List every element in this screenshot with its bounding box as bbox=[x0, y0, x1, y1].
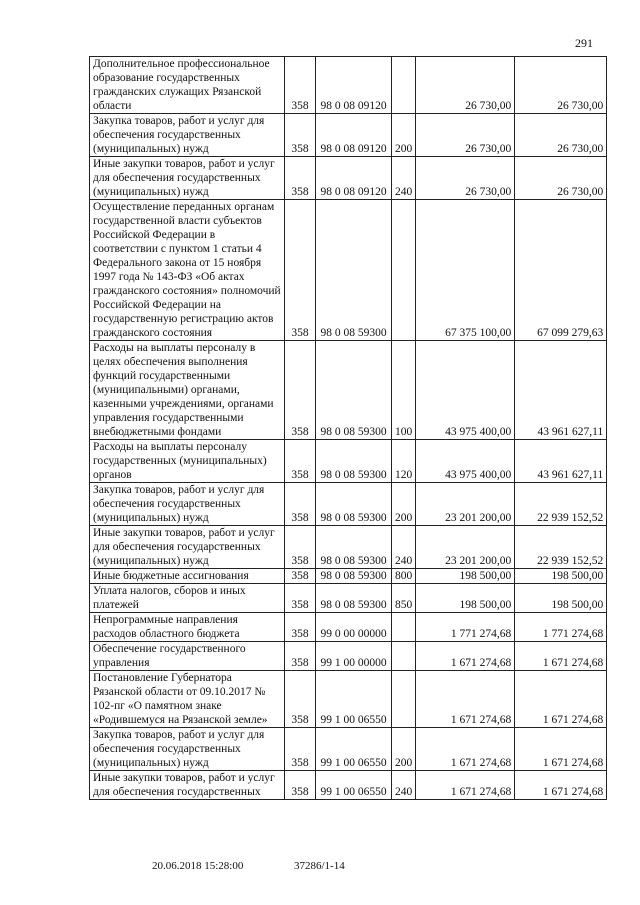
table-row bbox=[90, 114, 607, 157]
row-name: Обеспечение государственного управления bbox=[90, 642, 285, 671]
row-name: Закупка товаров, работ и услуг для обеспечения государственных (муниципальных) нужд bbox=[90, 114, 285, 157]
row-csr: 98 0 08 09120 bbox=[316, 57, 392, 114]
row-name: Расходы на выплаты персоналу государственных (муниципальных) органов bbox=[90, 440, 285, 483]
row-vr: 100 bbox=[392, 341, 416, 440]
row-csr: 99 1 00 06550 bbox=[316, 671, 392, 728]
footer-datetime: 20.06.2018 15:28:00 bbox=[152, 860, 244, 872]
row-vr: 240 bbox=[392, 157, 416, 200]
table-row bbox=[90, 57, 607, 114]
table-row bbox=[90, 341, 607, 440]
row-name: Уплата налогов, сборов и иных платежей bbox=[90, 584, 285, 613]
table-row bbox=[90, 584, 607, 613]
row-name: Иные закупки товаров, работ и услуг для обеспечения государственных (муниципальных) нужд bbox=[90, 526, 285, 569]
row-vr bbox=[392, 642, 416, 671]
row-sum-planned: 1 671 274,68 bbox=[416, 642, 515, 671]
row-csr: 98 0 08 59300 bbox=[316, 569, 392, 584]
row-csr: 98 0 08 09120 bbox=[316, 157, 392, 200]
row-sum-planned: 43 975 400,00 bbox=[416, 440, 515, 483]
row-name: Закупка товаров, работ и услуг для обеспечения государственных (муниципальных) нужд bbox=[90, 483, 285, 526]
row-sum-executed: 22 939 152,52 bbox=[515, 526, 607, 569]
row-csr: 98 0 08 59300 bbox=[316, 526, 392, 569]
row-sum-executed: 198 500,00 bbox=[515, 584, 607, 613]
row-ved: 358 bbox=[285, 440, 316, 483]
row-vr bbox=[392, 671, 416, 728]
row-sum-executed: 67 099 279,63 bbox=[515, 200, 607, 341]
row-csr: 99 1 00 06550 bbox=[316, 771, 392, 800]
row-csr: 98 0 08 59300 bbox=[316, 483, 392, 526]
table-row bbox=[90, 526, 607, 569]
row-sum-planned: 198 500,00 bbox=[416, 569, 515, 584]
row-vr: 240 bbox=[392, 526, 416, 569]
row-ved: 358 bbox=[285, 642, 316, 671]
row-vr: 200 bbox=[392, 483, 416, 526]
table-row bbox=[90, 440, 607, 483]
row-sum-executed: 1 671 274,68 bbox=[515, 642, 607, 671]
table-row bbox=[90, 671, 607, 728]
row-name: Иные закупки товаров, работ и услуг для обеспечения государственных (муниципальных) нужд bbox=[90, 157, 285, 200]
table-row bbox=[90, 569, 607, 584]
table-row bbox=[90, 642, 607, 671]
row-sum-executed: 1 671 274,68 bbox=[515, 728, 607, 771]
page-number: 291 bbox=[575, 36, 593, 50]
row-sum-executed: 1 671 274,68 bbox=[515, 671, 607, 728]
row-ved: 358 bbox=[285, 613, 316, 642]
row-ved: 358 bbox=[285, 526, 316, 569]
row-sum-executed: 1 771 274,68 bbox=[515, 613, 607, 642]
row-name: Иные бюджетные ассигнования bbox=[90, 569, 285, 584]
row-ved: 358 bbox=[285, 114, 316, 157]
row-name: Осуществление переданных органам государственной власти субъектов Российской Федерации в соответствии с пунктом 1 статьи 4 Федерального закона от 15 ноября 1997 года № 143-ФЗ «Об актах гражданского состояния» полномочий Российской Федерации на государственную регистрацию актов гражданского состояния bbox=[90, 200, 285, 341]
row-sum-executed: 26 730,00 bbox=[515, 157, 607, 200]
row-ved: 358 bbox=[285, 200, 316, 341]
table-row bbox=[90, 613, 607, 642]
table-row bbox=[90, 483, 607, 526]
row-csr: 98 0 08 59300 bbox=[316, 440, 392, 483]
footer-doc-id: 37286/1-14 bbox=[294, 860, 345, 872]
row-sum-planned: 23 201 200,00 bbox=[416, 526, 515, 569]
row-name: Иные закупки товаров, работ и услуг для обеспечения государственных bbox=[90, 771, 285, 800]
row-sum-planned: 26 730,00 bbox=[416, 57, 515, 114]
row-vr: 800 bbox=[392, 569, 416, 584]
row-name: Непрограммные направления расходов областного бюджета bbox=[90, 613, 285, 642]
row-name: Дополнительное профессиональное образование государственных гражданских служащих Рязанской области bbox=[90, 57, 285, 114]
row-sum-executed: 198 500,00 bbox=[515, 569, 607, 584]
row-sum-executed: 26 730,00 bbox=[515, 57, 607, 114]
row-sum-executed: 43 961 627,11 bbox=[515, 341, 607, 440]
row-sum-planned: 26 730,00 bbox=[416, 157, 515, 200]
row-csr: 98 0 08 59300 bbox=[316, 341, 392, 440]
row-ved: 358 bbox=[285, 671, 316, 728]
row-csr: 99 0 00 00000 bbox=[316, 613, 392, 642]
row-sum-executed: 26 730,00 bbox=[515, 114, 607, 157]
row-csr: 98 0 08 59300 bbox=[316, 584, 392, 613]
row-ved: 358 bbox=[285, 157, 316, 200]
table-row bbox=[90, 728, 607, 771]
row-sum-planned: 26 730,00 bbox=[416, 114, 515, 157]
row-sum-planned: 23 201 200,00 bbox=[416, 483, 515, 526]
table-row bbox=[90, 157, 607, 200]
row-name: Постановление Губернатора Рязанской области от 09.10.2017 № 102-пг «О памятном знаке «Родившемуся на Рязанской земле» bbox=[90, 671, 285, 728]
row-sum-planned: 1 671 274,68 bbox=[416, 771, 515, 800]
row-ved: 358 bbox=[285, 57, 316, 114]
row-csr: 99 1 00 00000 bbox=[316, 642, 392, 671]
row-name: Закупка товаров, работ и услуг для обеспечения государственных (муниципальных) нужд bbox=[90, 728, 285, 771]
row-vr: 200 bbox=[392, 114, 416, 157]
row-vr bbox=[392, 57, 416, 114]
row-sum-planned: 1 671 274,68 bbox=[416, 671, 515, 728]
row-sum-planned: 1 671 274,68 bbox=[416, 728, 515, 771]
row-ved: 358 bbox=[285, 771, 316, 800]
row-vr: 120 bbox=[392, 440, 416, 483]
row-ved: 358 bbox=[285, 483, 316, 526]
row-vr bbox=[392, 200, 416, 341]
table-row bbox=[90, 771, 607, 800]
row-sum-planned: 1 771 274,68 bbox=[416, 613, 515, 642]
row-sum-planned: 43 975 400,00 bbox=[416, 341, 515, 440]
row-sum-executed: 1 671 274,68 bbox=[515, 771, 607, 800]
row-sum-planned: 198 500,00 bbox=[416, 584, 515, 613]
row-ved: 358 bbox=[285, 728, 316, 771]
row-vr: 850 bbox=[392, 584, 416, 613]
row-sum-planned: 67 375 100,00 bbox=[416, 200, 515, 341]
row-vr bbox=[392, 613, 416, 642]
table-row bbox=[90, 200, 607, 341]
row-csr: 99 1 00 06550 bbox=[316, 728, 392, 771]
row-ved: 358 bbox=[285, 569, 316, 584]
row-vr: 200 bbox=[392, 728, 416, 771]
row-name: Расходы на выплаты персоналу в целях обеспечения выполнения функций государственными (муниципальными) органами, казенными учреждениями, органами управления государственными внебюджетными фондами bbox=[90, 341, 285, 440]
row-csr: 98 0 08 09120 bbox=[316, 114, 392, 157]
row-sum-executed: 43 961 627,11 bbox=[515, 440, 607, 483]
row-ved: 358 bbox=[285, 584, 316, 613]
row-vr: 240 bbox=[392, 771, 416, 800]
row-sum-executed: 22 939 152,52 bbox=[515, 483, 607, 526]
budget-table bbox=[89, 56, 607, 800]
row-ved: 358 bbox=[285, 341, 316, 440]
row-csr: 98 0 08 59300 bbox=[316, 200, 392, 341]
